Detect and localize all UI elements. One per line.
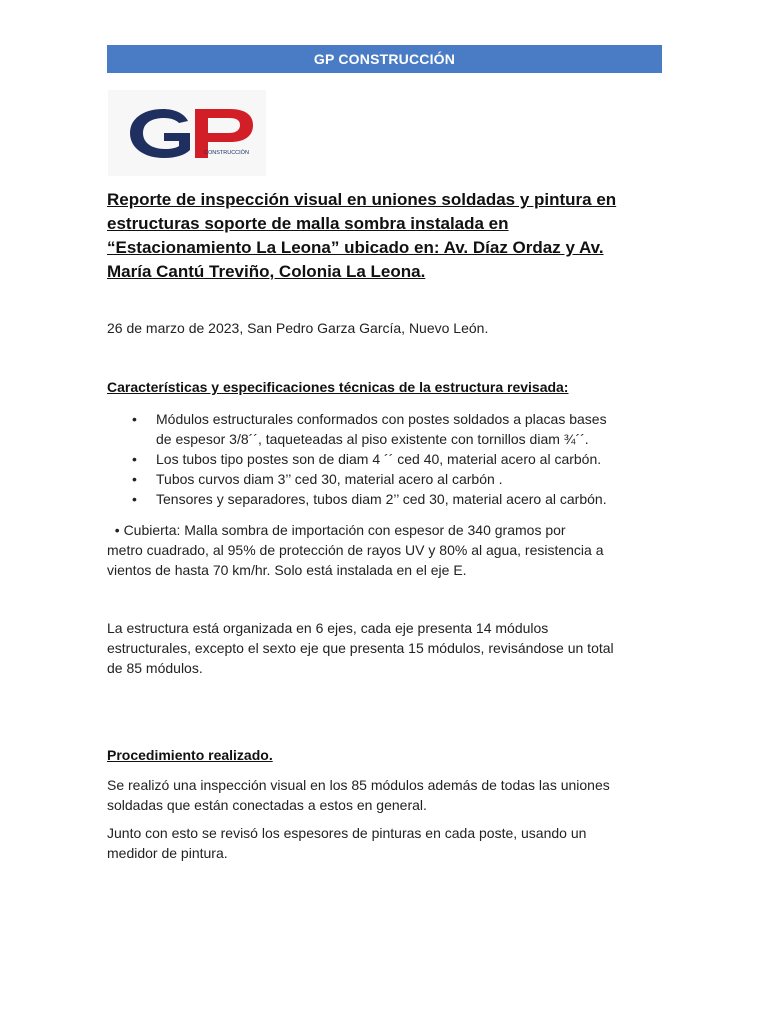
list-item-text: • Los tubos tipo postes son de diam 4 ´´ ced 40, material acero al carbón. (156, 451, 602, 467)
procedure-line: medidor de pintura. (107, 845, 228, 861)
procedure-paragraph-2 (107, 823, 667, 863)
organization-line: de 85 módulos. (107, 660, 203, 676)
list-item-text: • Tubos curvos diam 3’’ ced 30, material acero al carbón . (156, 471, 503, 487)
list-item-text: • Tensores y separadores, tubos diam 2’’ ced 30, material acero al carbón. (156, 491, 607, 507)
cover-line: metro cuadrado, al 95% de protección de rayos UV y 80% al agua, resistencia a (107, 542, 604, 558)
list-item-text: de espesor 3/8´´, taquetеadas al piso existente con tornillos diam ¾´´. (156, 431, 589, 447)
cover-line: vientos de hasta 70 km/hr. Solo está instalada en el eje E. (107, 562, 467, 578)
specs-list (107, 409, 667, 509)
organization-line: La estructura está organizada en 6 ejes, cada eje presenta 14 módulos (107, 620, 549, 636)
procedure-paragraph-1 (107, 775, 667, 815)
list-item (107, 489, 667, 509)
list-item-text: • Módulos estructurales conformados con postes soldados a placas bases (156, 411, 607, 427)
report-title-line: “Estacionamiento La Leona” ubicado en: Av. Díaz Ordaz y Av. (107, 238, 604, 257)
report-title-line: María Cantú Treviño, Colonia La Leona. (107, 262, 426, 281)
procedure-line: soldadas que están conectadas a estos en general. (107, 797, 427, 813)
procedure-line: Se realizó una inspección visual en los 85 módulos además de todas las uniones (107, 777, 610, 793)
cover-paragraph (107, 520, 667, 580)
report-title (107, 188, 667, 284)
report-title-line: estructuras soporte de malla sombra instalada en (107, 214, 509, 233)
organization-paragraph (107, 618, 667, 678)
organization-line: estructurales, excepto el sexto eje que presenta 15 módulos, revisándose un total (107, 640, 614, 656)
header-bar (107, 45, 662, 73)
specs-heading: Características y especificaciones técnicas de la estructura revisada: (107, 379, 569, 395)
procedure-heading: Procedimiento realizado. (107, 747, 273, 763)
list-item (107, 409, 667, 449)
report-title-line: Reporte de inspección visual en uniones soldadas y pintura en (107, 190, 617, 209)
logo-caption: CONSTRUCCIÓN (204, 150, 249, 156)
procedure-line: Junto con esto se revisó los espesores de pinturas en cada poste, usando un (107, 825, 587, 841)
header-title: GP CONSTRUCCIÓN (313, 51, 456, 67)
gp-construccion-logo (108, 90, 266, 176)
date-line: 26 de marzo de 2023, San Pedro Garza García, Nuevo León. (107, 320, 489, 336)
cover-line: • Cubierta: Malla sombra de importación con espesor de 340 gramos por (107, 522, 566, 538)
list-item (107, 469, 667, 489)
list-item (107, 449, 667, 469)
